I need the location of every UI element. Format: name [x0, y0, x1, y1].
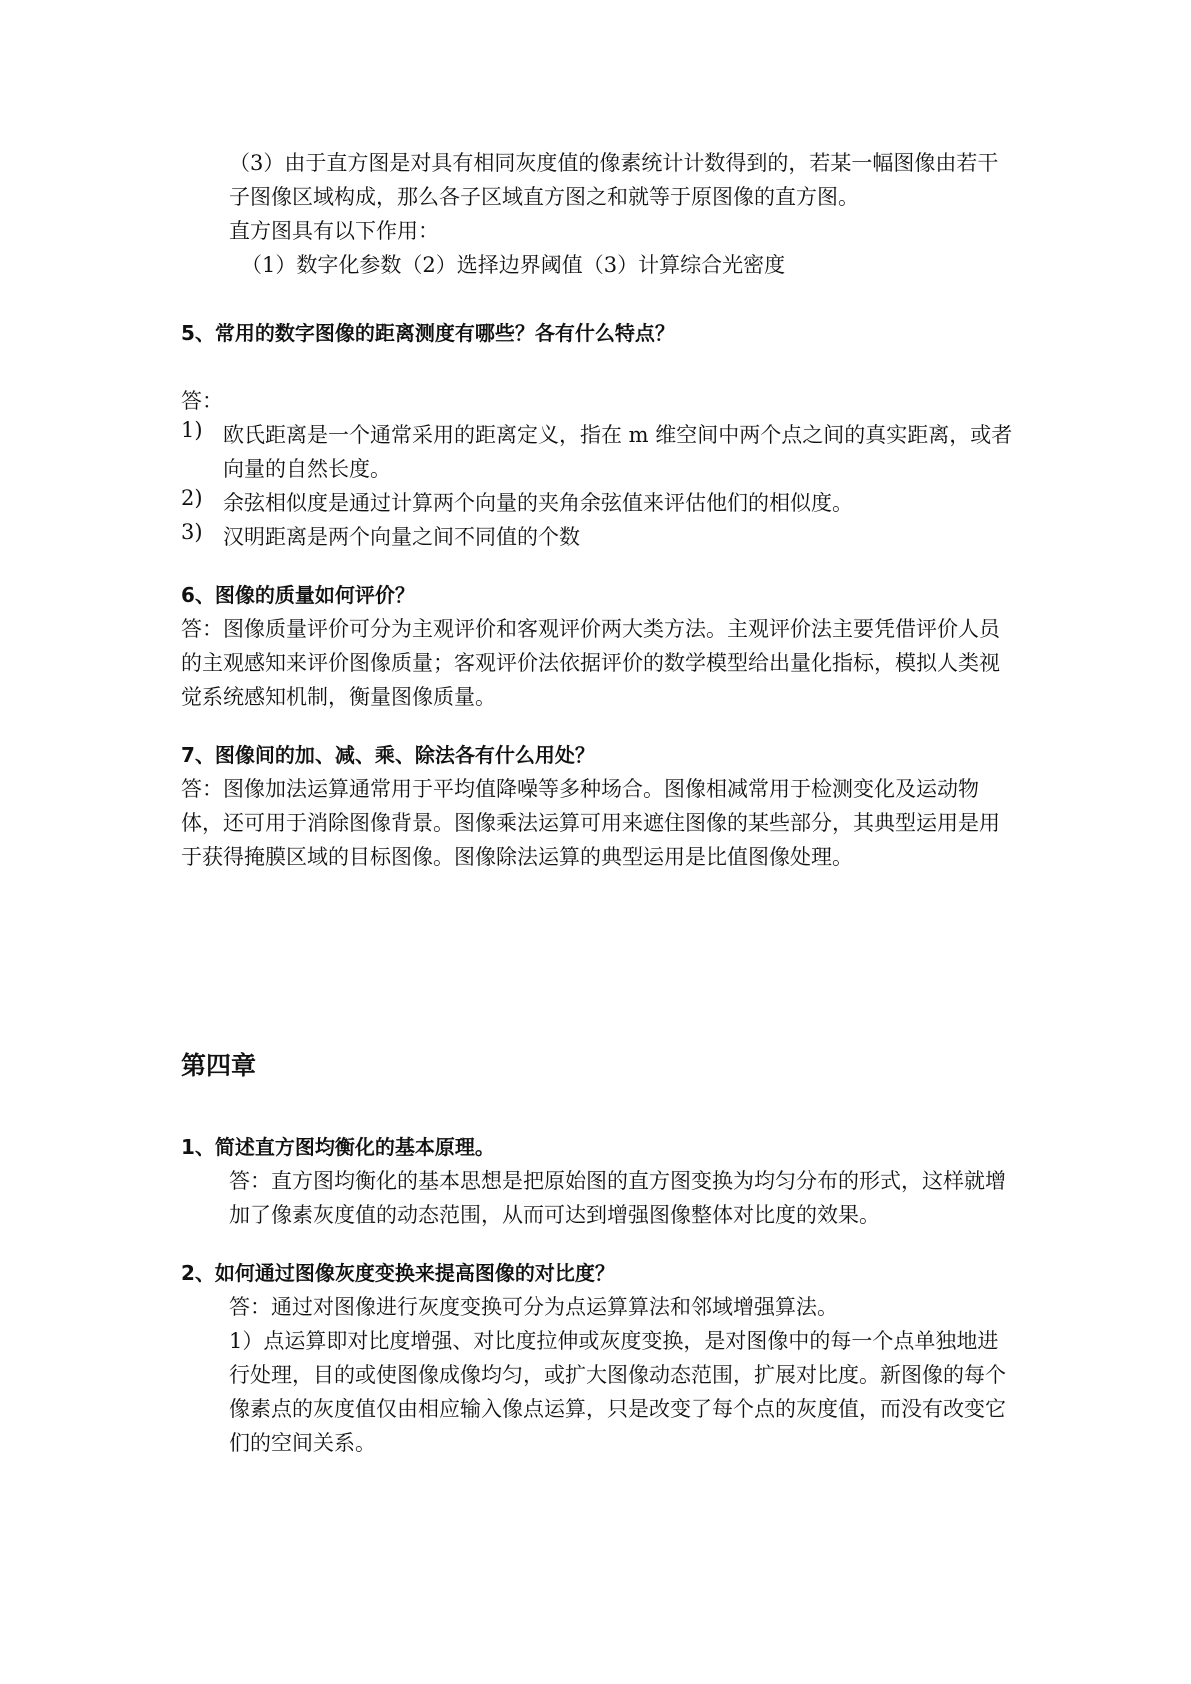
chapter4-question-2-point-operation: 1）点运算即对比度增强、对比度拉伸或灰度变换，是对图像中的每一个点单独地进行处理，目的或使图像成像均匀，或扩大图像动态范围，扩展对比度。新图像的每个像素点的灰度值仅由相应输入像点运算，只是改变了每个点的灰度值，而没有改变它们的空间关系。	[229, 1329, 1006, 1455]
chapter4-question-1-answer: 答：直方图均衡化的基本思想是把原始图的直方图变换为均匀分布的形式，这样就增加了像素灰度值的动态范围，从而可达到增强图像整体对比度的效果。	[229, 1169, 1006, 1227]
spacer	[181, 714, 1017, 738]
list-item	[181, 486, 1017, 520]
histogram-uses-intro: 直方图具有以下作用：	[229, 219, 439, 243]
spacer	[181, 554, 1017, 578]
question-5-title: 5、常用的数字图像的距离测度有哪些？各有什么特点？	[181, 321, 675, 345]
list-item-number: 3)	[181, 520, 203, 544]
question-6-answer: 答：图像质量评价可分为主观评价和客观评价两大类方法。主观评价法主要凭借评价人员的主观感知来评价图像质量；客观评价法依据评价的数学模型给出量化指标，模拟人类视觉系统感知机制，衡量图像质量。	[181, 617, 1000, 709]
question-6-title: 6、图像的质量如何评价？	[181, 583, 415, 607]
spacer	[181, 1232, 1017, 1256]
question-5-answer-label: 答：	[181, 389, 223, 413]
spacer	[181, 874, 1017, 1046]
question-7-title: 7、图像间的加、减、乘、除法各有什么用处？	[181, 743, 595, 767]
histogram-uses-list: （1）数字化参数（2）选择边界阈值（3）计算综合光密度	[241, 253, 786, 277]
chapter-title: 第四章	[181, 1051, 257, 1080]
list-item-number: 1)	[181, 418, 203, 442]
question-7-answer: 答：图像加法运算通常用于平均值降噪等多种场合。图像相减常用于检测变化及运动物体，还可用于消除图像背景。图像乘法运算可用来遮住图像的某些部分，其典型运用是用于获得掩膜区域的目标图像。图像除法运算的典型运用是比值图像处理。	[181, 777, 1000, 869]
list-item-number: 2)	[181, 486, 203, 510]
chapter4-question-1-title: 1、简述直方图均衡化的基本原理。	[181, 1135, 495, 1159]
list-item	[181, 418, 1017, 486]
spacer	[181, 350, 1017, 384]
list-item-text: 欧氏距离是一个通常采用的距离定义，指在 m 维空间中两个点之间的真实距离，或者向量的自然长度。	[223, 423, 1013, 481]
histogram-property-3: （3）由于直方图是对具有相同灰度值的像素统计计数得到的，若某一幅图像由若干子图像区域构成，那么各子区域直方图之和就等于原图像的直方图。	[229, 151, 999, 209]
page-content	[181, 146, 1017, 1460]
chapter4-question-2-answer: 答：通过对图像进行灰度变换可分为点运算算法和邻域增强算法。	[229, 1295, 838, 1319]
list-item-text: 汉明距离是两个向量之间不同值的个数	[223, 525, 580, 549]
list-item-text: 余弦相似度是通过计算两个向量的夹角余弦值来评估他们的相似度。	[223, 491, 853, 515]
list-item	[181, 520, 1017, 554]
spacer	[181, 1086, 1017, 1130]
spacer	[181, 282, 1017, 316]
chapter4-question-2-title: 2、如何通过图像灰度变换来提高图像的对比度？	[181, 1261, 615, 1285]
